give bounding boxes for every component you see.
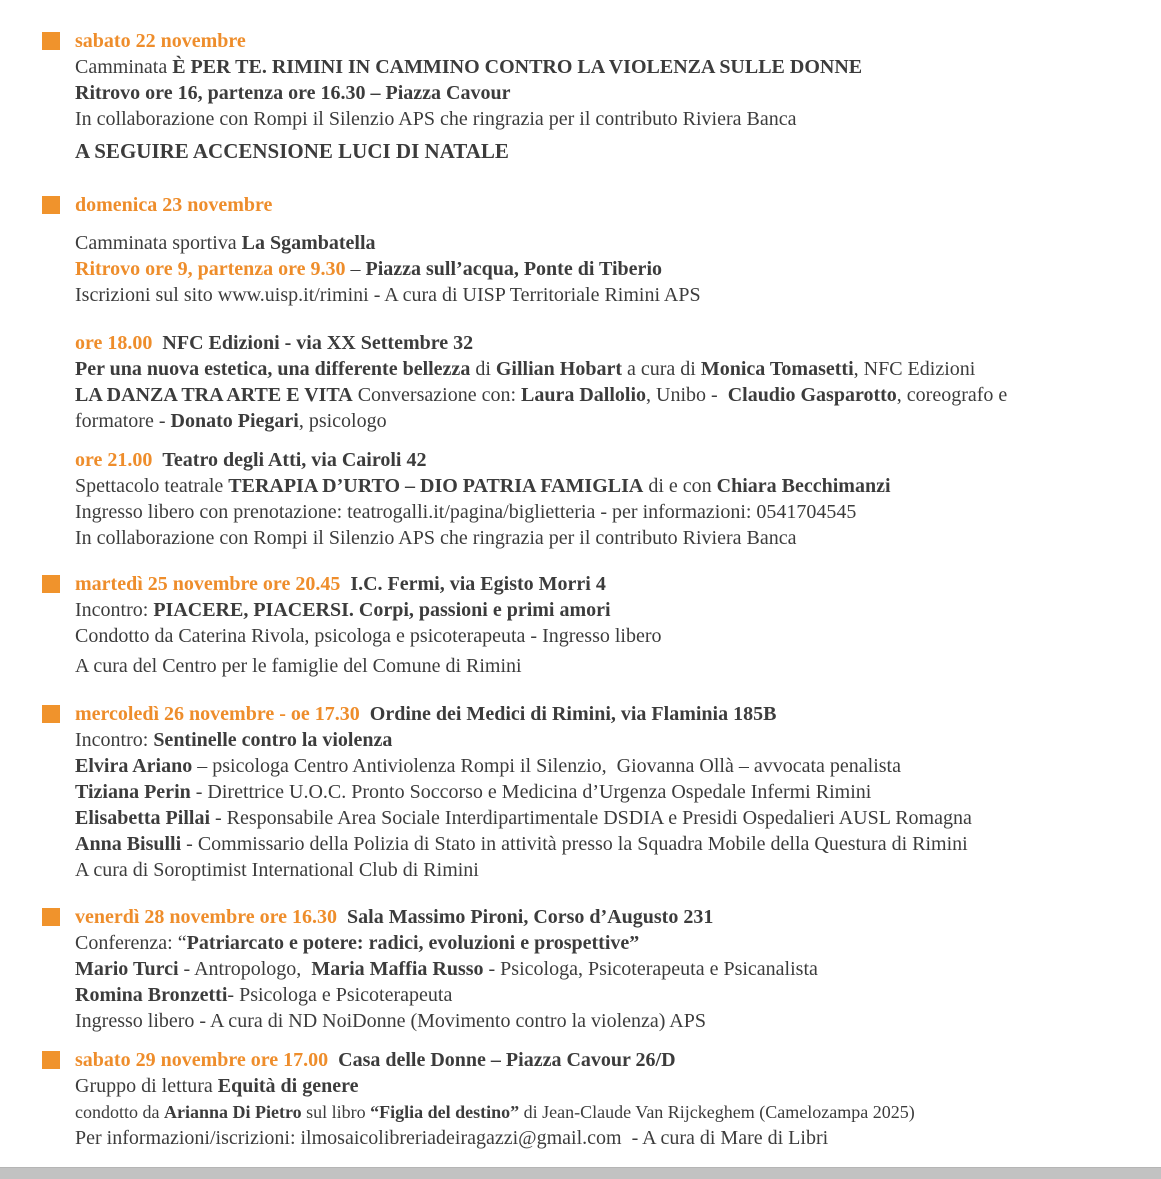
text-segment: ore 18.00 xyxy=(75,332,153,354)
event-line xyxy=(75,473,1131,499)
event-line xyxy=(75,982,1131,1008)
text-segment: Piazza sull’acqua, Ponte di Tiberio xyxy=(365,258,662,280)
text-segment: Arianna Di Pietro xyxy=(163,1102,302,1122)
text-segment xyxy=(328,1049,338,1071)
text-segment: di Jean-Claude Van Rijckeghem (Camelozampa 2025) xyxy=(519,1102,915,1122)
text-segment: Iscrizioni sul sito www.uisp.it/rimini - A cura di UISP Territoriale Rimini APS xyxy=(75,284,701,306)
event-line xyxy=(75,138,1131,164)
text-segment xyxy=(337,906,347,928)
text-segment: ” xyxy=(510,1102,520,1122)
text-segment: Donato Piegari xyxy=(170,410,299,432)
event-section xyxy=(42,701,1131,883)
event-line xyxy=(75,80,1131,106)
text-segment xyxy=(360,703,370,725)
text-segment: Per una nuova estetica, una differente bellezza xyxy=(75,358,471,380)
text-segment: Patriarcato e potere: radici, evoluzioni e prospettive xyxy=(186,932,630,954)
event-line xyxy=(75,571,1131,597)
event-line xyxy=(75,1099,1131,1125)
text-segment: A cura del Centro per le famiglie del Comune di Rimini xyxy=(75,655,522,677)
text-segment xyxy=(152,449,162,471)
text-segment: Maria Maffia Russo xyxy=(311,958,484,980)
event-line xyxy=(75,28,1131,54)
event-line xyxy=(75,597,1131,623)
text-segment: a cura di xyxy=(622,358,701,380)
text-segment: I.C. Fermi, via Egisto Morri 4 xyxy=(350,573,606,595)
event-line xyxy=(75,382,1131,408)
text-segment: Elvira Ariano xyxy=(75,755,193,777)
text-segment: Condotto da Caterina Rivola, psicologa e psicoterapeuta - Ingresso libero xyxy=(75,625,662,647)
text-segment: , coreografo e xyxy=(896,384,1008,406)
event-line xyxy=(75,192,1131,218)
text-segment: di xyxy=(470,358,496,380)
text-segment: formatore - xyxy=(75,410,171,432)
text-segment: Per informazioni/iscrizioni: ilmosaicolibreriadeiragazzi@gmail.com - A cura di Mare di Libri xyxy=(75,1127,829,1149)
event-section xyxy=(42,1047,1131,1151)
text-segment: Monica Tomasetti xyxy=(700,358,854,380)
text-segment: In collaborazione con Rompi il Silenzio APS che ringrazia per il contributo Riviera Banca xyxy=(75,108,797,130)
text-segment: Sala Massimo Pironi, Corso d’Augusto 231 xyxy=(347,906,714,928)
event-section xyxy=(42,571,1131,679)
text-segment: Equità di genere xyxy=(217,1075,359,1097)
text-segment: martedì 25 novembre ore 20.45 xyxy=(75,573,341,595)
bullet-square-icon xyxy=(42,705,60,723)
text-segment: Gruppo di lettura xyxy=(75,1075,218,1097)
event-section xyxy=(42,904,1131,1034)
event-line xyxy=(75,623,1131,649)
text-segment: La Sgambatella xyxy=(241,232,376,254)
text-segment: A cura di Soroptimist International Club di Rimini xyxy=(75,859,479,881)
content xyxy=(42,28,1131,1151)
event-subsection xyxy=(42,447,1131,551)
bullet-square-icon xyxy=(42,575,60,593)
text-segment: Ritrovo ore 16, partenza ore 16.30 – Piazza Cavour xyxy=(75,82,511,104)
event-line xyxy=(75,408,1131,434)
text-segment: , NFC Edizioni xyxy=(853,358,976,380)
event-line xyxy=(75,256,1131,282)
text-segment: Incontro: xyxy=(75,599,154,621)
event-line xyxy=(75,54,1131,80)
bullet-square-icon xyxy=(42,1051,60,1069)
text-segment: Incontro: xyxy=(75,729,154,751)
event-line xyxy=(75,753,1131,779)
event-line xyxy=(75,356,1131,382)
text-segment: , psicologo xyxy=(298,410,387,432)
text-segment: “Figlia del destino xyxy=(370,1102,511,1122)
text-segment: Conferenza: “ xyxy=(75,932,187,954)
text-segment: , Unibo - xyxy=(646,384,728,406)
text-segment: Anna Bisulli xyxy=(75,833,182,855)
text-segment: - Antropologo, xyxy=(178,958,312,980)
text-segment: NFC Edizioni - via XX Settembre 32 xyxy=(162,332,474,354)
text-segment: domenica 23 novembre xyxy=(75,194,273,216)
text-segment: Casa delle Donne – Piazza Cavour 26/D xyxy=(338,1049,676,1071)
text-segment: A SEGUIRE ACCENSIONE LUCI DI NATALE xyxy=(75,139,509,163)
event-line xyxy=(75,525,1131,551)
text-segment: sabato 22 novembre xyxy=(75,30,246,52)
bullet-square-icon xyxy=(42,196,60,214)
text-segment: Ritrovo ore 9, partenza ore 9.30 xyxy=(75,258,346,280)
text-segment: Ingresso libero con prenotazione: teatrogalli.it/pagina/biglietteria - per informazioni: 0541704545 xyxy=(75,501,857,523)
text-segment: Spettacolo teatrale xyxy=(75,475,229,497)
text-segment: venerdì 28 novembre ore 16.30 xyxy=(75,906,338,928)
event-line xyxy=(75,779,1131,805)
text-segment: Mario Turci xyxy=(75,958,179,980)
text-segment: condotto da xyxy=(75,1102,164,1122)
event-line xyxy=(75,447,1131,473)
text-segment: - Direttrice U.O.C. Pronto Soccorso e Medicina d’Urgenza Ospedale Infermi Rimini xyxy=(190,781,872,803)
event-line xyxy=(75,857,1131,883)
text-segment: di e con xyxy=(643,475,717,497)
event-line xyxy=(75,499,1131,525)
event-line xyxy=(75,956,1131,982)
text-segment: - Responsabile Area Sociale Interdipartimentale DSDIA e Presidi Ospedalieri AUSL Romagna xyxy=(210,807,972,829)
event-section xyxy=(42,28,1131,164)
event-line xyxy=(75,106,1131,132)
bottom-bar xyxy=(0,1167,1161,1179)
text-segment: Tiziana Perin xyxy=(75,781,191,803)
text-segment xyxy=(340,573,350,595)
event-line xyxy=(75,831,1131,857)
text-segment: ” xyxy=(629,932,640,954)
event-line xyxy=(75,282,1131,308)
text-segment: sabato 29 novembre ore 17.00 xyxy=(75,1049,329,1071)
event-line xyxy=(75,330,1131,356)
text-segment: ore 21.00 xyxy=(75,449,153,471)
text-segment: Ingresso libero - A cura di ND NoiDonne (Movimento contro la violenza) APS xyxy=(75,1010,706,1032)
text-segment: PIACERE, PIACERSI. Corpi, passioni e primi amori xyxy=(153,599,611,621)
text-segment: Camminata sportiva xyxy=(75,232,242,254)
text-segment: LA DANZA TRA ARTE E VITA xyxy=(75,384,353,406)
event-line xyxy=(75,1047,1131,1073)
text-segment: Claudio Gasparotto xyxy=(727,384,897,406)
text-segment: sul libro xyxy=(301,1102,371,1122)
text-segment: Romina Bronzetti xyxy=(75,984,228,1006)
event-section xyxy=(42,192,1131,308)
text-segment: Chiara Becchimanzi xyxy=(716,475,891,497)
event-line xyxy=(75,701,1131,727)
bullet-square-icon xyxy=(42,908,60,926)
text-segment: È PER TE. RIMINI IN CAMMINO CONTRO LA VIOLENZA SULLE DONNE xyxy=(172,56,863,78)
text-segment: mercoledì 26 novembre - oe 17.30 xyxy=(75,703,360,725)
text-segment: Elisabetta Pillai xyxy=(75,807,210,829)
text-segment: - Psicologa, Psicoterapeuta e Psicanalista xyxy=(483,958,818,980)
text-segment: In collaborazione con Rompi il Silenzio APS che ringrazia per il contributo Riviera Banca xyxy=(75,527,797,549)
text-segment: Sentinelle contro la violenza xyxy=(153,729,393,751)
event-line xyxy=(75,805,1131,831)
text-segment: TERAPIA D’URTO – DIO PATRIA FAMIGLIA xyxy=(228,475,644,497)
text-segment: Conversazione con: xyxy=(352,384,521,406)
text-segment: - Psicologa e Psicoterapeuta xyxy=(227,984,453,1006)
event-line xyxy=(75,930,1131,956)
text-segment: – xyxy=(345,258,366,280)
text-segment: - Commissario della Polizia di Stato in attività presso la Squadra Mobile della Questura di Rimini xyxy=(181,833,968,855)
event-line xyxy=(75,1073,1131,1099)
text-segment: Gillian Hobart xyxy=(495,358,622,380)
text-segment: – psicologa Centro Antiviolenza Rompi il Silenzio, Giovanna Ollà – avvocata penalista xyxy=(192,755,901,777)
event-line xyxy=(75,653,1131,679)
text-segment: Camminata xyxy=(75,56,173,78)
event-line xyxy=(75,1008,1131,1034)
event-subsection xyxy=(42,330,1131,434)
event-line xyxy=(75,230,1131,256)
text-segment: Teatro degli Atti, via Cairoli 42 xyxy=(162,449,427,471)
text-segment: Ordine dei Medici di Rimini, via Flaminia 185B xyxy=(369,703,777,725)
event-line xyxy=(75,1125,1131,1151)
text-segment xyxy=(152,332,162,354)
text-segment: Laura Dallolio xyxy=(521,384,647,406)
event-line xyxy=(75,904,1131,930)
bullet-square-icon xyxy=(42,32,60,50)
event-line xyxy=(75,727,1131,753)
